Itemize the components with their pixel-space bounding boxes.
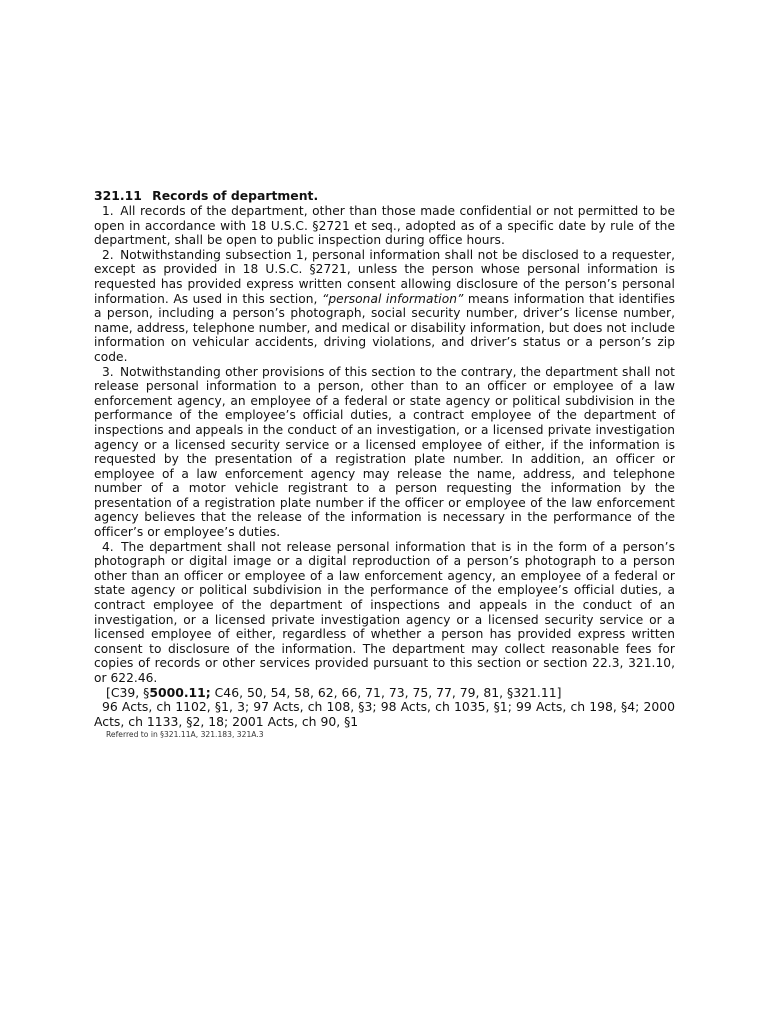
subsection-number: 3.: [102, 364, 114, 379]
subsection-3: [94, 365, 675, 540]
history-acts: 96 Acts, ch 1102, §1, 3; 97 Acts, ch 108, §3; 98 Acts, ch 1035, §1; 99 Acts, ch 198, §4; 2000 Acts, ch 1133, §2, 18; 2001 Acts, ch 90, §1: [94, 699, 675, 729]
subsection-text-continued: means information that identifies a person, including a person’s photograph, social security number, driver’s license number, name, address, telephone number, and medical or disability information, but does not include information on vehicular accidents, driving violations, and driver’s status or a person’s zip code.: [94, 291, 675, 364]
subsection-number: 4.: [102, 539, 114, 554]
subsection-4: [94, 540, 675, 686]
history-code-citations: [94, 686, 675, 701]
subsection-number: 1.: [102, 204, 114, 218]
history-prefix: [C39, §: [106, 684, 150, 700]
section-title: Records of department.: [152, 188, 319, 203]
history-suffix: C46, 50, 54, 58, 62, 66, 71, 73, 75, 77, 79, 81, §321.11]: [210, 684, 562, 700]
referred-to-note: Referred to in §321.11A, 321.183, 321A.3: [106, 730, 264, 740]
subsection-text: Notwithstanding subsection 1, personal information shall not be disclosed to a requester, except as provided in 18 U.S.C. §2721, unless the person whose personal information is requested has provided express written consent allowing disclosure of the person’s personal information. As used in this section,: [94, 247, 675, 306]
section-number: 321.11: [94, 188, 142, 203]
defined-term: “personal information”: [322, 291, 464, 306]
subsection-number: 2.: [102, 247, 114, 262]
subsection-text: All records of the department, other than those made confidential or not permitted to be open in accordance with 18 U.S.C. §2721 et seq., adopted as of a specific date by rule of the department, shall be open to public inspection during office hours.: [94, 204, 675, 248]
subsection-text: The department shall not release personal information that is in the form of a person’s photograph or digital image or a digital reproduction of a person’s photograph to a person other than an officer or employee of a law enforcement agency, an employee of a federal or state agency or political subdivision in the performance of the employee’s official duties, a contract employee of the department of inspections and appeals in the conduct of an investigation, or a licensed private investigation agency or a licensed security service or a licensed employee of either, regardless of whether a person has provided express written consent to disclosure of the information. The department may collect reasonable fees for copies of records or other services provided pursuant to this section or section 22.3, 321.10, or 622.46.: [94, 539, 675, 685]
section-heading: [94, 188, 675, 204]
statute-page: [94, 188, 675, 740]
subsection-2: [94, 248, 675, 365]
subsection-1: [94, 204, 675, 248]
subsection-text: Notwithstanding other provisions of this section to the contrary, the department shall not release personal information to a person, other than to an officer or employee of a law enforcement agency, an employee of a federal or state agency or political subdivision in the performance of the employee’s official duties, a contract employee of the department of inspections and appeals in the conduct of an investigation, or a licensed private investigation agency or a licensed security service or a licensed employee of either, if the information is requested by the presentation of a registration plate number. In addition, an officer or employee of a law enforcement agency may release the name, address, and telephone number of a motor vehicle registrant to a person requesting the information by the presentation of a registration plate number if the officer or employee of the law enforcement agency believes that the release of the information is necessary in the performance of the officer’s or employee’s duties.: [94, 364, 675, 540]
history-bold-citation: 5000.11;: [149, 684, 211, 700]
